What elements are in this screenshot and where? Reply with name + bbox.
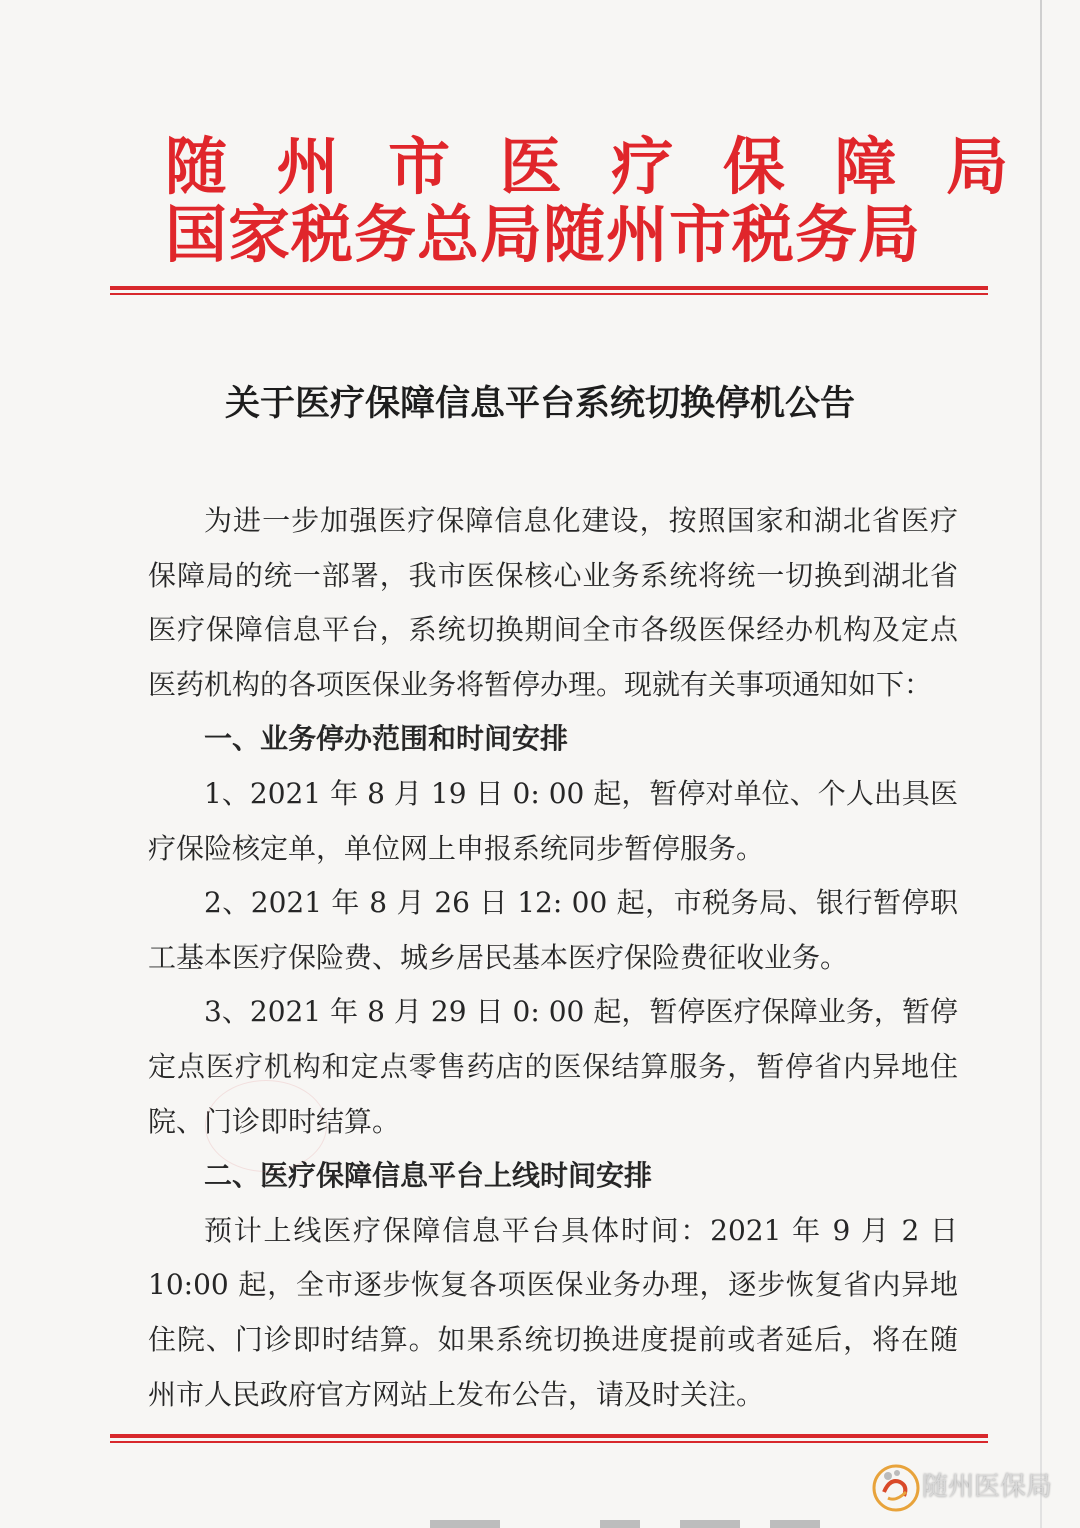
- document-title: 关于医疗保障信息平台系统切换停机公告: [224, 383, 855, 424]
- section-heading: 二、医疗保障信息平台上线时间安排: [204, 1159, 653, 1193]
- issuer-line-1: 随 州 市 医 疗 保 障 局: [165, 130, 1023, 203]
- issuer-line-2: 国家税务总局随州市税务局: [165, 198, 922, 271]
- section-heading: 一、业务停办范围和时间安排: [204, 722, 569, 756]
- watermark-label: 随州医保局: [922, 1472, 1053, 1502]
- wechat-icon: [870, 1462, 922, 1514]
- page-edge: [1040, 0, 1042, 1528]
- footer-rule-thin: [110, 1441, 988, 1443]
- watermark: [870, 1452, 1070, 1522]
- footer-rule-thick: [110, 1434, 988, 1438]
- header-rule-thin: [110, 293, 988, 295]
- body-paragraph: 预计上线医疗保障信息平台具体时间：2021 年 9 月 2 日 10:00 起，全市逐步恢复各项医保业务办理，逐步恢复省内异地住院、门诊即时结算。如果系统切换进度提前或者延后，将在随州市人民政府官方网站上发布公告，请及时关注。: [148, 1213, 958, 1411]
- body-paragraph: 1、2021 年 8 月 19 日 0: 00 起，暂停对单位、个人出具医疗保险核定单，单位网上申报系统同步暂停服务。: [148, 776, 958, 865]
- header-rule-thick: [110, 286, 988, 290]
- body-paragraph: 3、2021 年 8 月 29 日 0: 00 起，暂停医疗保障业务，暂停定点医疗机构和定点零售药店的医保结算服务，暂停省内异地住院、门诊即时结算。: [148, 995, 958, 1138]
- bottom-bleed-marks: [0, 1514, 1080, 1528]
- body-paragraph: 2、2021 年 8 月 26 日 12: 00 起，市税务局、银行暂停职工基本医疗保险费、城乡居民基本医疗保险费征收业务。: [148, 886, 958, 974]
- faint-seal-mark: [205, 1080, 327, 1172]
- body-paragraph: 为进一步加强医疗保障信息化建设，按照国家和湖北省医疗保障局的统一部署，我市医保核心业务系统将统一切换到湖北省医疗保障信息平台，系统切换期间全市各级医保经办机构及定点医药机构的各项医保业务将暂停办理。现就有关事项通知如下：: [148, 504, 958, 701]
- document-body: [148, 494, 958, 1422]
